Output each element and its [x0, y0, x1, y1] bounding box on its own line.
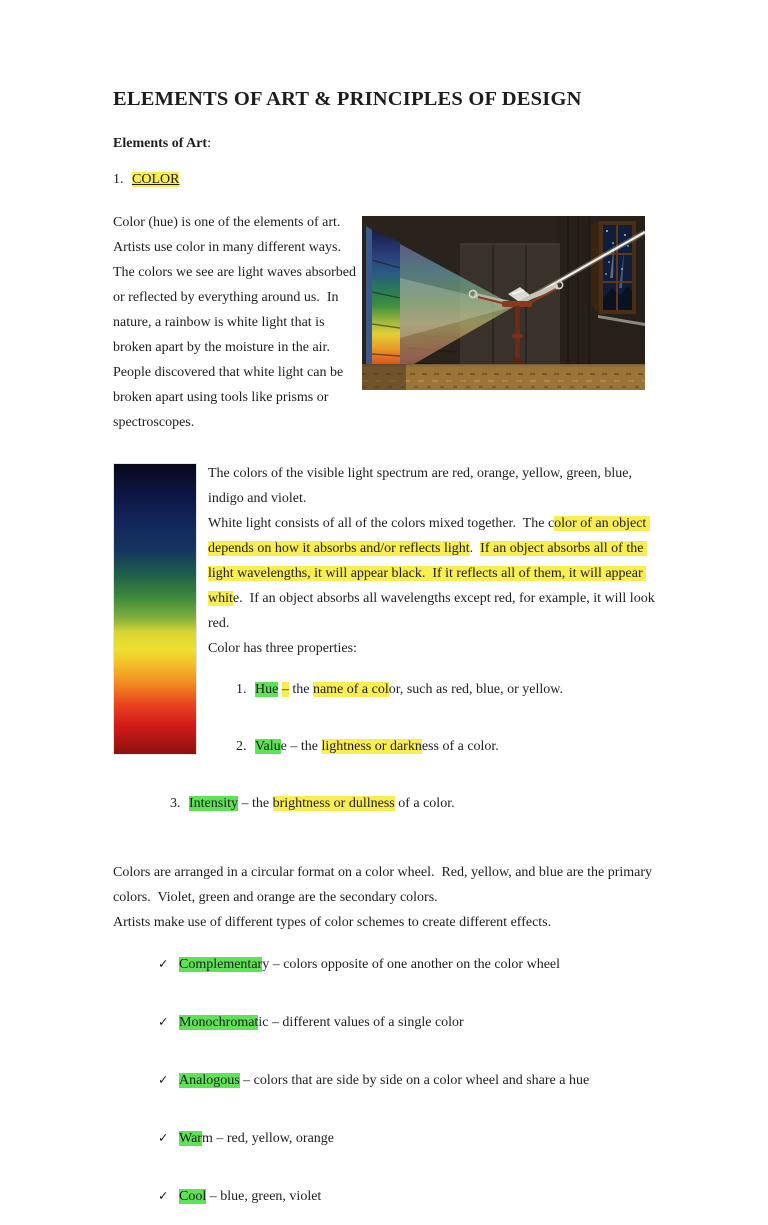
prism-experiment-image	[362, 216, 645, 390]
element-item-color	[113, 170, 655, 189]
prism-scene-graphic	[362, 216, 645, 390]
checkmark-icon: ✓	[158, 1072, 169, 1087]
section-heading: Elements of Art:	[113, 136, 211, 151]
spectrum-paragraph-1: The colors of the visible light spectrum are red, orange, yellow, green, blue, indigo and violet.	[208, 466, 636, 506]
checkmark-icon: ✓	[158, 1188, 169, 1203]
color-schemes-list	[113, 935, 655, 1225]
intro-paragraph-2: People discovered that white light can be broken apart using tools like prisms or spectroscopes.	[113, 365, 347, 430]
list-number: 1.	[236, 682, 247, 697]
list-item-hue: 1. Hue – the name of a color, such as red, blue, or yellow.	[236, 682, 563, 697]
list-item-warm: ✓ Warm – red, yellow, orange	[158, 1130, 335, 1146]
schemes-lead-in: Artists make use of different types of color schemes to create different effects.	[113, 915, 552, 930]
item-label: COLOR	[132, 172, 180, 187]
spectrum-section	[113, 461, 659, 832]
checkmark-icon: ✓	[158, 956, 169, 971]
checkmark-icon: ✓	[158, 1014, 169, 1029]
list-number: 3.	[170, 796, 181, 811]
list-number: 2.	[236, 739, 247, 754]
light-spectrum-image	[113, 463, 197, 755]
item-number: 1.	[113, 172, 124, 187]
properties-lead-in: Color has three properties:	[208, 641, 357, 656]
intro-paragraph-1: Color (hue) is one of the elements of art. Artists use color in many different ways. The colors we see are light waves absorbed or reflected by everything around us. In nature, a rainbow is white light that is broken apart by the moisture in the air.	[113, 215, 360, 355]
color-wheel-paragraph: Colors are arranged in a circular format on a color wheel. Red, yellow, and blue are the primary colors. Violet, green and orange are the secondary colors.	[113, 865, 656, 905]
spectrum-screen-graphic	[366, 226, 400, 388]
list-item-analogous: ✓ Analogous – colors that are side by side on a color wheel and share a hue	[158, 1072, 590, 1088]
checkmark-icon: ✓	[158, 1130, 169, 1145]
list-item-value: 2. Value – the lightness or darkness of a color.	[236, 739, 499, 754]
spectrum-paragraph-2: White light consists of all of the colors mixed together. The color of an object depends on how it absorbs and/or reflects light. If an object absorbs all of the light wavelengths, it will appear black. If it reflects all of them, it will appear white. If an object absorbs all wavelengths except red, for example, it will look red.	[208, 516, 659, 631]
list-item-complementary: ✓ Complementary – colors opposite of one another on the color wheel	[158, 956, 561, 972]
page-title: ELEMENTS OF ART & PRINCIPLES OF DESIGN	[113, 88, 582, 110]
list-item-monochromatic: ✓ Monochromatic – different values of a single color	[158, 1014, 464, 1030]
list-item-cool: ✓ Cool – blue, green, violet	[158, 1188, 322, 1204]
list-item-intensity: 3. Intensity – the brightness or dullness of a color.	[170, 796, 455, 811]
intro-section	[113, 210, 655, 435]
floor-graphic	[362, 364, 645, 390]
